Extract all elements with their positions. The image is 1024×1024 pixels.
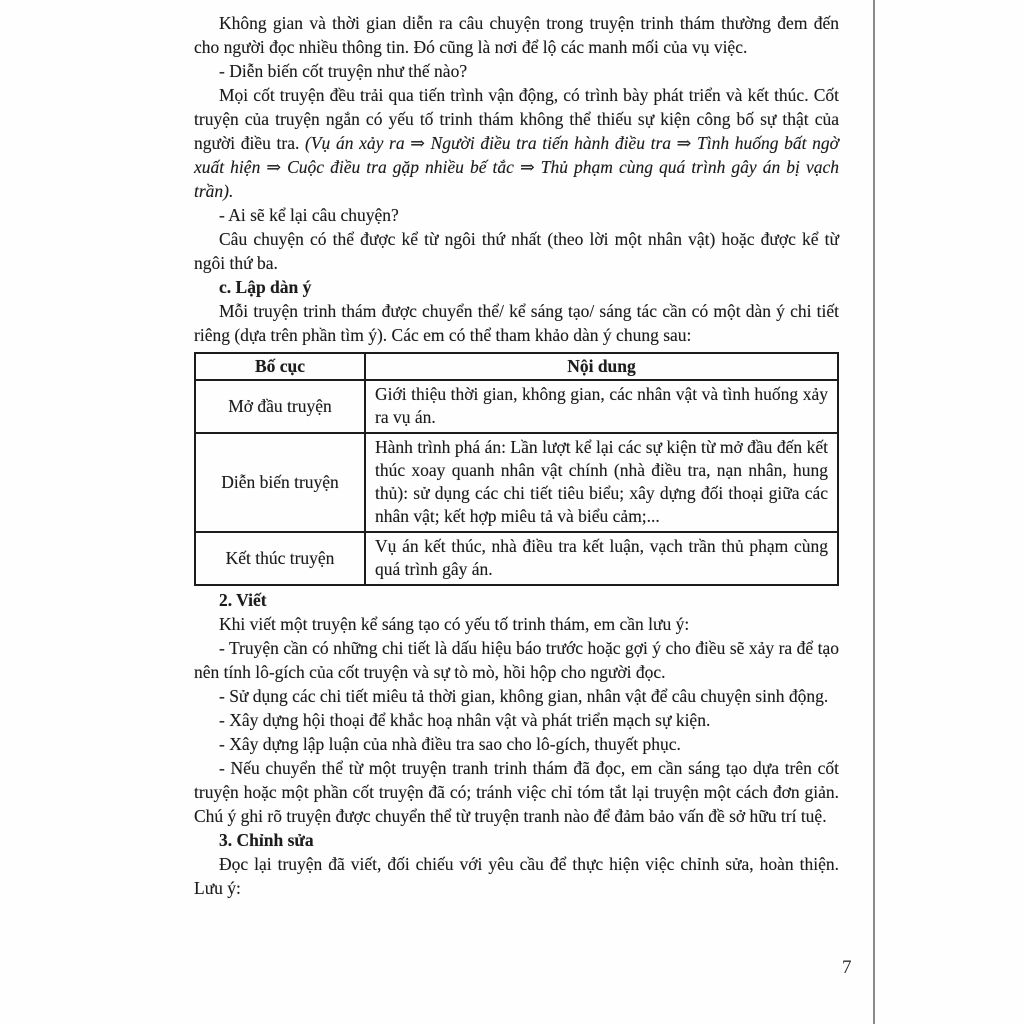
table-cell-section: Mở đầu truyện (195, 380, 365, 433)
paragraph-plot-main: Mọi cốt truyện đều trải qua tiến trình vận động, có trình bày phát triển và kết thúc. Cốt truyện của truyện ngắn có yếu tố trinh thám không thể thiếu sự kiện công bố sự thật của người điều tra. (194, 85, 839, 153)
table-row-development (195, 433, 838, 532)
bullet-foreshadowing: - Truyện cần có những chi tiết là dấu hiệu báo trước hoặc gợi ý cho điều sẽ xảy ra để tạo nên tính lô-gích của cốt truyện và sự tò mò, hồi hộp cho người đọc. (194, 638, 839, 682)
page-content (194, 11, 839, 900)
bullet-descriptive-details: - Sử dụng các chi tiết miêu tả thời gian, không gian, nhân vật để câu chuyện sinh động. (219, 686, 829, 706)
page-number: 7 (842, 957, 852, 978)
table-cell-content: Hành trình phá án: Lần lượt kể lại các sự kiện từ mở đầu đến kết thúc xoay quanh nhân vật chính (nhà điều tra, nạn nhân, hung thủ): sử dụng các chi tiết tiêu biểu; xây dựng đối thoại giữa các nhân vật; kết hợp miêu tả và biểu cảm;... (365, 433, 838, 532)
paragraph-plot (194, 83, 839, 203)
table-row-ending (195, 532, 838, 585)
scan-page-edge-line (873, 0, 875, 1024)
paragraph-revise-intro: Đọc lại truyện đã viết, đối chiếu với yêu cầu để thực hiện việc chỉnh sửa, hoàn thiện. Lưu ý: (194, 854, 839, 898)
outline-table (194, 352, 839, 586)
question-plot-development: - Diễn biến cốt truyện như thế nào? (219, 61, 468, 81)
table-header-row (195, 353, 838, 380)
question-narrator: - Ai sẽ kể lại câu chuyện? (219, 205, 399, 225)
heading-outline: c. Lập dàn ý (219, 277, 312, 297)
paragraph-plot-example: (Vụ án xảy ra ⇒ Người điều tra tiến hành điều tra ⇒ Tình huống bất ngờ xuất hiện ⇒ Cuộc điều tra gặp nhiều bế tắc ⇒ Thủ phạm cùng quá trình gây án bị vạch trần). (194, 133, 840, 201)
heading-revise: 3. Chỉnh sửa (219, 830, 314, 850)
bullet-adaptation: - Nếu chuyển thể từ một truyện tranh trinh thám đã đọc, em cần sáng tạo dựa trên cốt truyện hoặc một phần cốt truyện đã có; tránh việc chỉ tóm tắt lại truyện một cách đơn giản. Chú ý ghi rõ truyện được chuyển thể từ truyện tranh nào để đảm bảo vấn đề sở hữu trí tuệ. (194, 758, 839, 826)
bullet-reasoning: - Xây dựng lập luận của nhà điều tra sao cho lô-gích, thuyết phục. (219, 734, 681, 754)
table-cell-section: Kết thúc truyện (195, 532, 365, 585)
table-cell-content: Vụ án kết thúc, nhà điều tra kết luận, vạch trần thủ phạm cùng quá trình gây án. (365, 532, 838, 585)
table-row-opening (195, 380, 838, 433)
paragraph-write-intro: Khi viết một truyện kể sáng tạo có yếu tố trinh thám, em cần lưu ý: (219, 614, 690, 634)
bullet-dialogue: - Xây dựng hội thoại để khắc hoạ nhân vật và phát triển mạch sự kiện. (219, 710, 711, 730)
paragraph-outline-intro: Mỗi truyện trinh thám được chuyển thể/ kể sáng tạo/ sáng tác cần có một dàn ý chi tiết riêng (dựa trên phần tìm ý). Các em có thể tham khảo dàn ý chung sau: (194, 301, 839, 345)
table-header-content: Nội dung (365, 353, 838, 380)
paragraph-narrator-answer: Câu chuyện có thể được kể từ ngôi thứ nhất (theo lời một nhân vật) hoặc được kể từ ngôi thứ ba. (194, 229, 839, 273)
table-header-structure: Bố cục (195, 353, 365, 380)
table-cell-content: Giới thiệu thời gian, không gian, các nhân vật và tình huống xảy ra vụ án. (365, 380, 838, 433)
heading-write: 2. Viết (219, 590, 267, 610)
table-cell-section: Diễn biến truyện (195, 433, 365, 532)
paragraph-space-time: Không gian và thời gian diễn ra câu chuyện trong truyện trinh thám thường đem đến cho người đọc nhiều thông tin. Đó cũng là nơi để lộ các manh mối của vụ việc. (194, 13, 839, 57)
